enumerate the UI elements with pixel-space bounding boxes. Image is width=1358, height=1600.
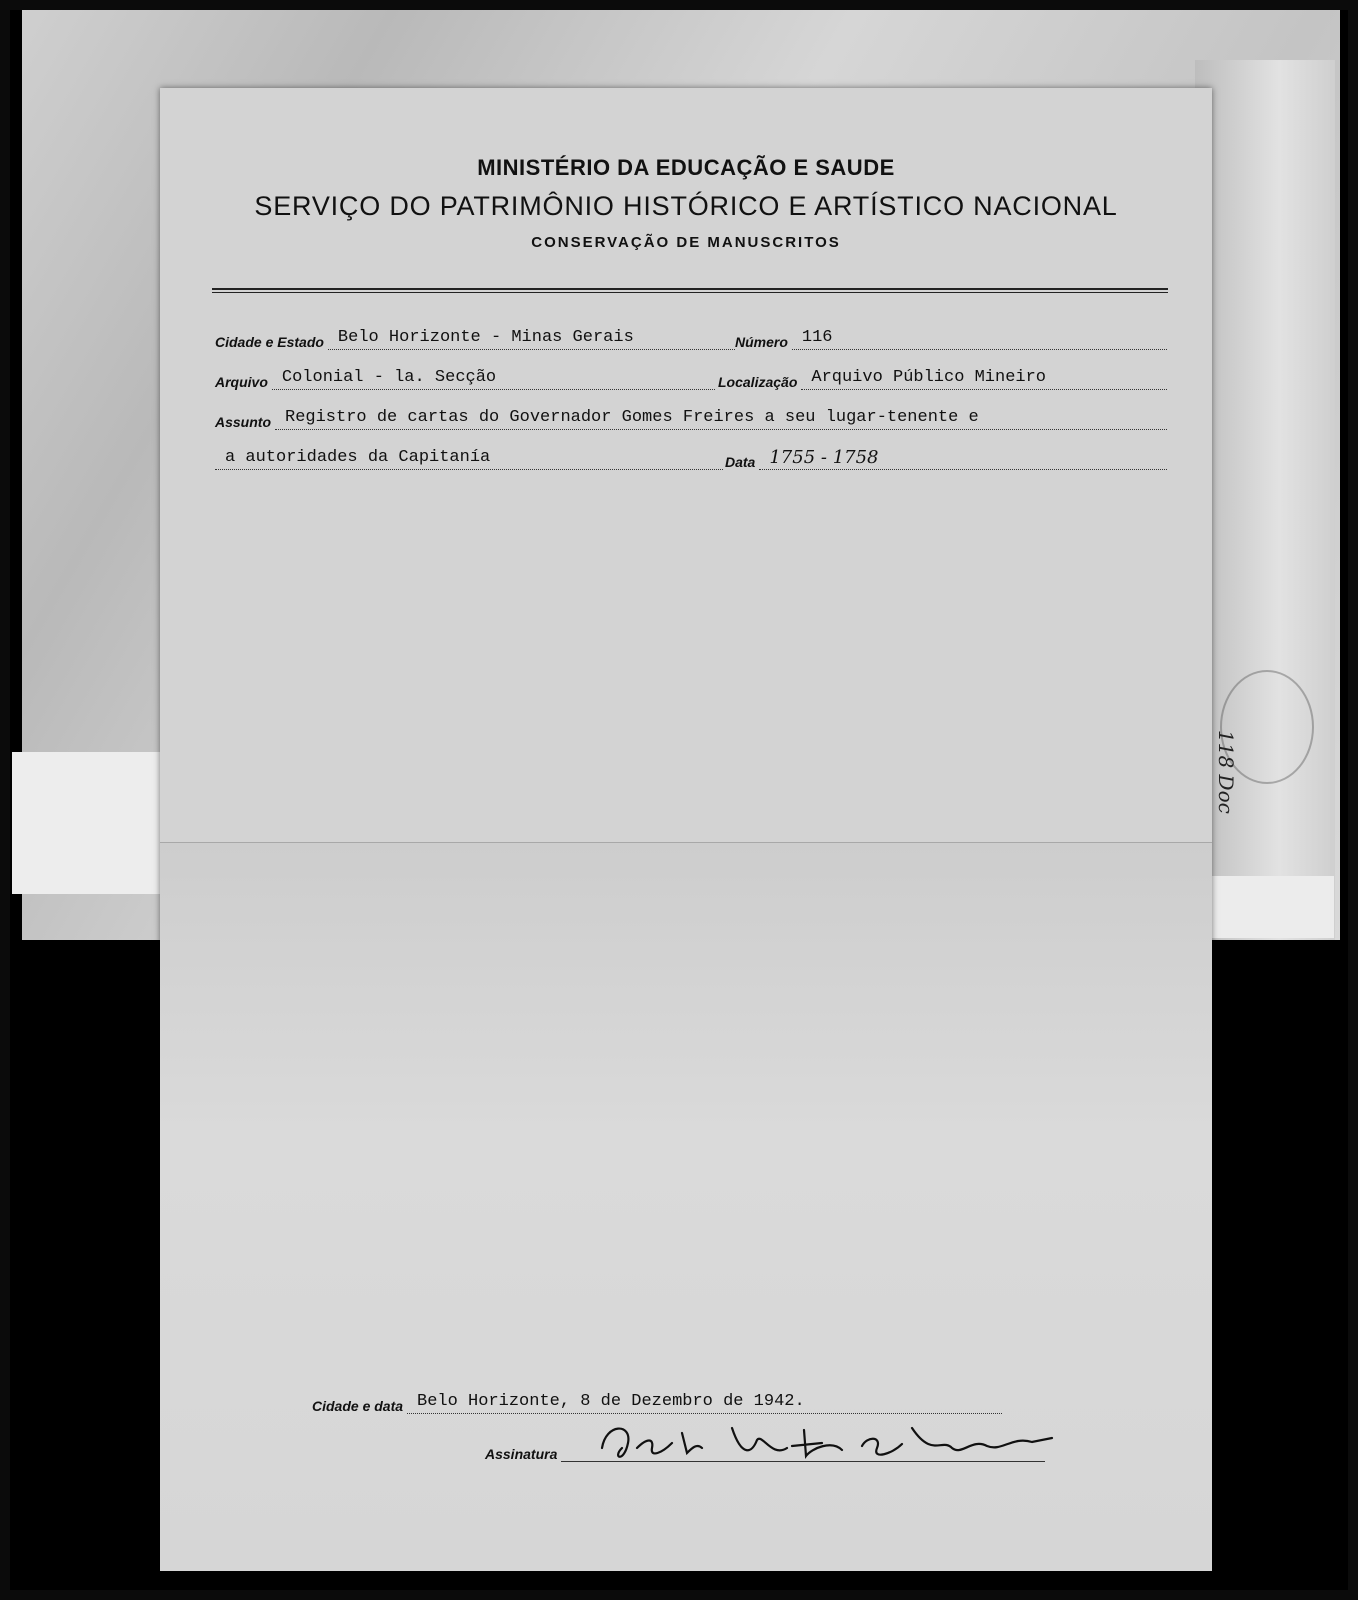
arquivo-value: Colonial - la. Secção [272, 368, 715, 390]
assunto-continuation [215, 448, 723, 470]
card-header [160, 155, 1212, 251]
section-heading: CONSERVAÇÃO DE MANUSCRITOS [531, 234, 841, 251]
assunto-value-line1: Registro de cartas do Governador Gomes Freires a seu lugar-tenente e [275, 408, 1167, 430]
left-paper-tab [12, 752, 162, 894]
cidade-estado-label: Cidade e Estado [215, 334, 324, 350]
localizacao-field [718, 368, 1167, 390]
numero-field [735, 328, 1167, 350]
header-rule-thin [212, 292, 1168, 293]
numero-value: 116 [792, 328, 1167, 350]
cidade-data-field [312, 1392, 1002, 1414]
margin-note: 118 Doc [1214, 730, 1238, 814]
arquivo-field [215, 368, 715, 390]
right-paper-tab [1210, 876, 1334, 938]
arquivo-label: Arquivo [215, 374, 268, 390]
header-rule [212, 288, 1168, 290]
data-label: Data [725, 454, 756, 470]
data-field [725, 448, 1167, 470]
cidade-data-value: Belo Horizonte, 8 de Dezembro de 1942. [407, 1392, 1002, 1414]
localizacao-label: Localização [718, 374, 798, 390]
cidade-data-label: Cidade e data [312, 1398, 404, 1414]
assunto-label: Assunto [215, 414, 271, 430]
cidade-estado-value: Belo Horizonte - Minas Gerais [328, 328, 735, 350]
numero-label: Número [735, 334, 788, 350]
data-value: 1755 - 1758 [759, 448, 1167, 470]
ministry-heading: MINISTÉRIO DA EDUCAÇÃO E SAUDE [477, 155, 895, 180]
cidade-estado-field [215, 328, 735, 350]
handwritten-signature [592, 1418, 1062, 1466]
service-heading: SERVIÇO DO PATRIMÔNIO HISTÓRICO E ARTÍSTICO NACIONAL [254, 191, 1118, 221]
assinatura-label: Assinatura [485, 1446, 558, 1462]
assunto-field [215, 408, 1167, 430]
localizacao-value: Arquivo Público Mineiro [801, 368, 1167, 390]
assunto-value-line2: a autoridades da Capitanía [215, 448, 723, 470]
